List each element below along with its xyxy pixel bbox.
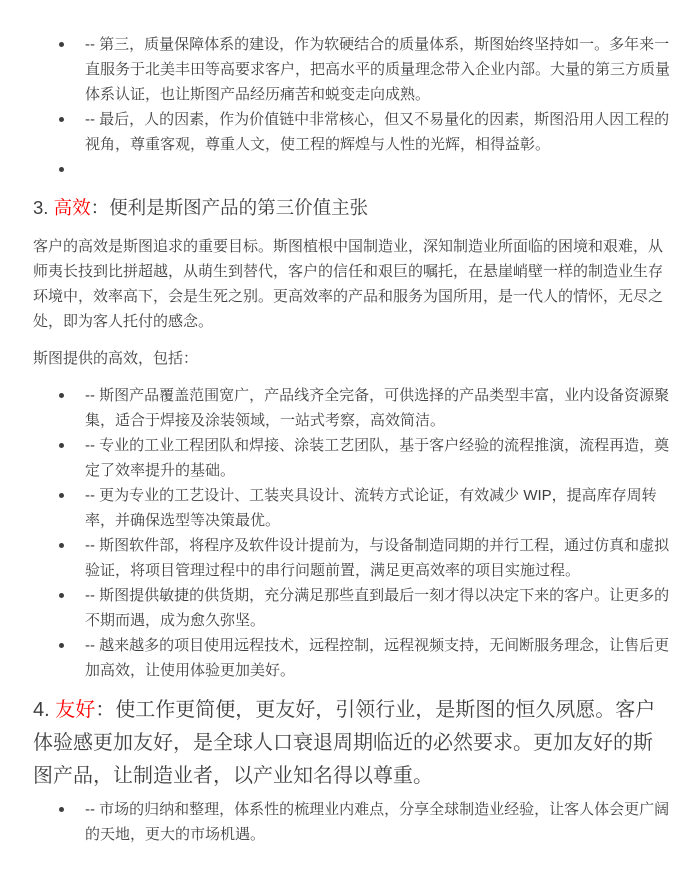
bullet-item: -- 斯图软件部，将程序及软件设计提前为，与设备制造同期的并行工程，通过仿真和虚拟验证，将项目管理过程中的串行问题前置，满足更高效率的项目实施过程。 (85, 533, 670, 583)
bullet-item: -- 最后，人的因素，作为价值链中非常核心，但又不易量化的因素，斯图沿用人因工程的视角，尊重客观，尊重人文，使工程的辉煌与人性的光辉，相得益彰。 (85, 107, 670, 157)
section3-paragraph: 客户的高效是斯图追求的重要目标。斯图植根中国制造业，深知制造业所面临的困境和艰难，从师夷长技到比拼超越，从萌生到替代，客户的信任和艰巨的嘱托，在悬崖峭壁一样的制造业生存环境中，效率高下，会是生死之别。更高效率的产品和服务为国所用，是一代人的情怀，无尽之处，即为客人托付的感念。 (33, 238, 664, 330)
section4-heading (33, 694, 670, 793)
bullet-item: -- 斯图提供敏捷的供货期，充分满足那些直到最后一刻才得以决定下来的客户。让更多的不期而遇，成为愈久弥坚。 (85, 583, 670, 633)
intro-bullet-list (33, 32, 670, 182)
section4-bullet-list (33, 797, 670, 847)
section3-heading (33, 194, 670, 221)
section4-heading-text: ：使工作更简便，更友好，引领行业，是斯图的恒久夙愿。客户体验感更加友好，是全球人口衰退周期临近的必然要求。更加友好的斯图产品，让制造业者，以产业知名得以尊重。 (33, 699, 656, 787)
section3-heading-text: ：便利是斯图产品的第三价值主张 (90, 197, 369, 218)
bullet-item: -- 斯图产品覆盖范围宽广，产品线齐全完备，可供选择的产品类型丰富，业内设备资源聚集，适合于焊接及涂装领域，一站式考察，高效简洁。 (85, 383, 670, 433)
bullet-item-empty (85, 157, 670, 182)
section3-list-intro: 斯图提供的高效，包括： (33, 350, 199, 367)
section3-heading-keyword: 高效 (53, 197, 91, 218)
section4-heading-keyword: 友好 (55, 699, 96, 721)
section3-bullet-list (33, 383, 670, 683)
bullet-item: -- 专业的工业工程团队和焊接、涂装工艺团队，基于客户经验的流程推演，流程再造，奠定了效率提升的基础。 (85, 433, 670, 483)
bullet-item: -- 越来越多的项目使用远程技术，远程控制，远程视频支持，无间断服务理念，让售后更加高效，让使用体验更加美好。 (85, 633, 670, 683)
bullet-item: -- 更为专业的工艺设计、工装夹具设计、流转方式论证，有效减少 WIP，提高库存周转率，并确保选型等决策最优。 (85, 483, 670, 533)
section3-heading-number: 3. (33, 197, 54, 218)
section4-heading-number: 4. (33, 699, 56, 721)
bullet-item: -- 第三，质量保障体系的建设，作为软硬结合的质量体系，斯图始终坚持如一。多年来一直服务于北美丰田等高要求客户，把高水平的质量理念带入企业内部。大量的第三方质量体系认证，也让斯图产品经历痛苦和蜕变走向成熟。 (85, 32, 670, 107)
bullet-item: -- 市场的归纳和整理，体系性的梳理业内难点，分享全球制造业经验，让客人体会更广阔的天地，更大的市场机遇。 (85, 797, 670, 847)
